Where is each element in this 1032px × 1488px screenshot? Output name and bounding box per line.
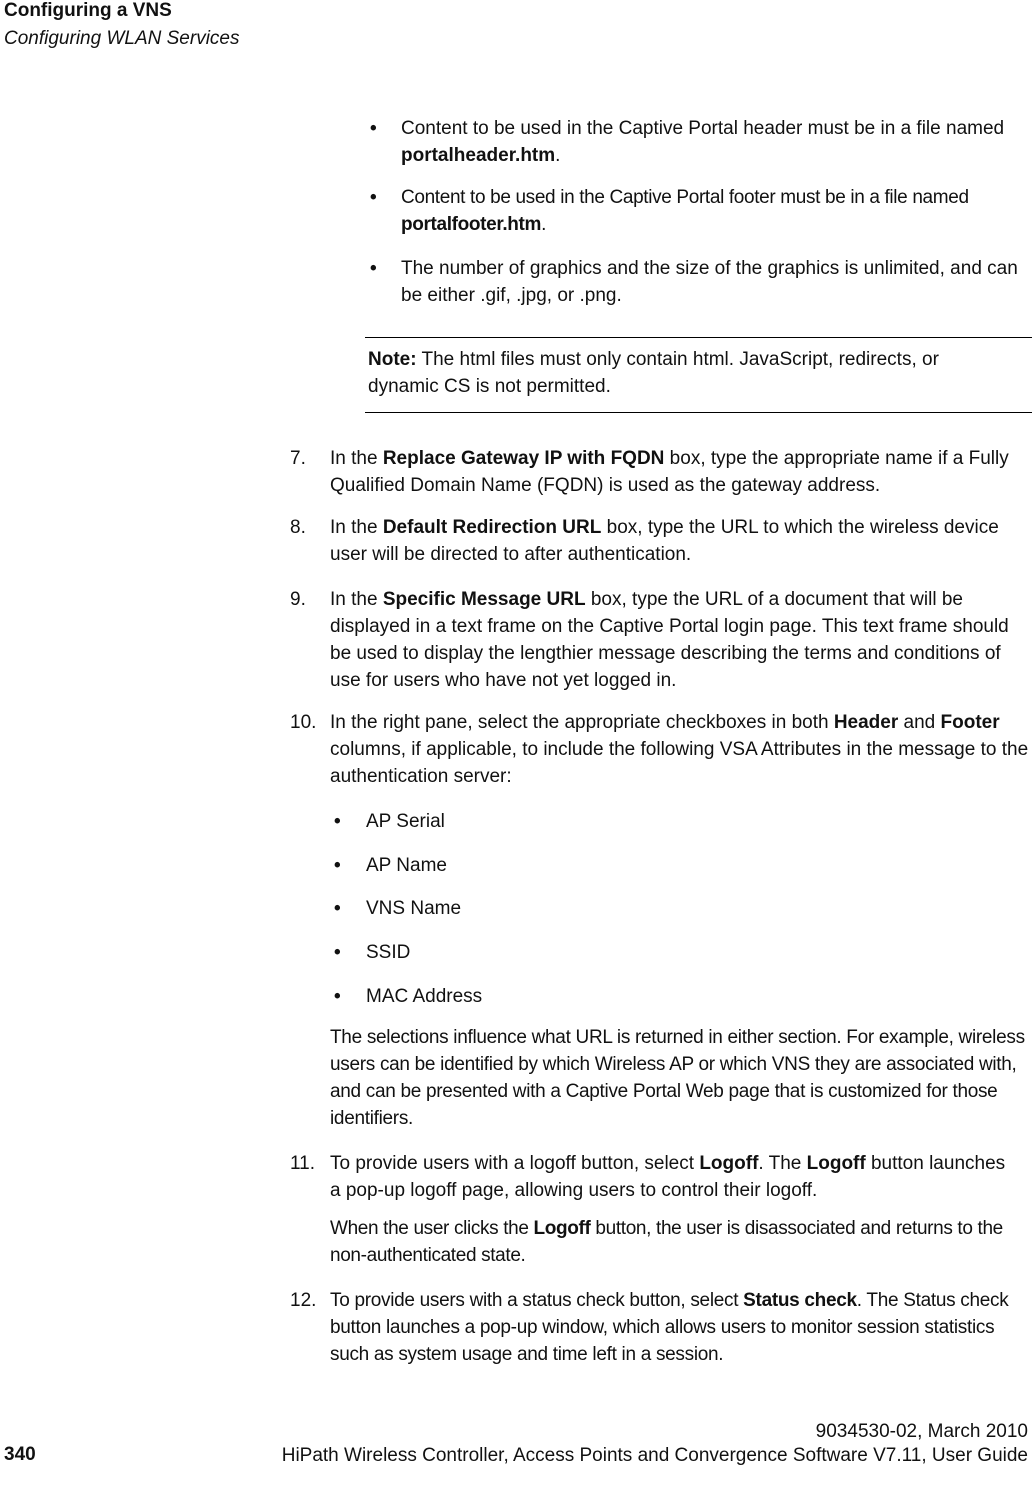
step-9: In the Specific Message URL box, type the URL of a document that will be displayed in a text frame on the Captive Portal login page. This text frame should be used to display the lengthier message describing the terms and conditions of use for users who have not yet logged in. (330, 589, 1009, 691)
bullet-marker: • (370, 118, 377, 139)
bullet-marker: • (370, 187, 377, 208)
step-10: In the right pane, select the appropriate checkboxes in both Header and Footer columns, if applicable, to include the following VSA Attributes in the message to the authentication server: (330, 712, 1029, 787)
bullet-marker: • (334, 811, 341, 832)
step-number: 11. (290, 1153, 316, 1174)
bullet-marker: • (370, 258, 377, 279)
bullet-item: Content to be used in the Captive Portal footer must be in a file named portalfooter.htm. (401, 187, 969, 235)
note-label: Note: (368, 349, 417, 370)
vsa-attribute-item: MAC Address (366, 986, 483, 1007)
bullet-marker: • (334, 898, 341, 919)
running-header-title: Configuring a VNS (4, 0, 172, 21)
step-number: 9. (290, 589, 306, 610)
bullet-marker: • (334, 942, 341, 963)
bullet-item: The number of graphics and the size of the graphics is unlimited, and can be either .gif, .jpg, or .png. (401, 258, 1018, 306)
step-12: To provide users with a status check button, select Status check. The Status check button launches a pop-up window, which allows users to monitor session statistics such as system usage and time left in a session. (330, 1290, 1009, 1365)
document-id: 9034530-02, March 2010 (815, 1421, 1028, 1442)
vsa-attribute-item: VNS Name (366, 898, 462, 919)
step-8: In the Default Redirection URL box, type the URL to which the wireless device user will be directed to after authentication. (330, 517, 999, 565)
vsa-attribute-item: AP Name (366, 855, 447, 876)
step-number: 10. (290, 712, 317, 733)
note (368, 346, 1008, 400)
step-10-followup: The selections influence what URL is returned in either section. For example, wireless users can be identified by which Wireless AP or which VNS they are associated with, and can be presented with a Captive Portal Web page that is customized for those identifiers. (330, 1027, 1025, 1129)
bullet-item: Content to be used in the Captive Portal header must be in a file named portalheader.htm. (401, 118, 1005, 166)
note-top-rule (365, 337, 1032, 338)
vsa-attribute-item: SSID (366, 942, 411, 963)
step-11-followup: When the user clicks the Logoff button, the user is disassociated and returns to the non-authenticated state. (330, 1218, 1003, 1266)
bullet-marker: • (334, 855, 341, 876)
step-number: 8. (290, 517, 306, 538)
step-number: 12. (290, 1290, 317, 1311)
vsa-attribute-item: AP Serial (366, 811, 445, 832)
note-bottom-rule (365, 412, 1032, 413)
page-number: 340 (4, 1444, 36, 1465)
step-7: In the Replace Gateway IP with FQDN box, type the appropriate name if a Fully Qualified Domain Name (FQDN) is used as the gateway address. (330, 448, 1009, 496)
document-title: HiPath Wireless Controller, Access Points and Convergence Software V7.11, User Guide (281, 1445, 1028, 1466)
step-number: 7. (290, 448, 306, 469)
note-text: The html files must only contain html. JavaScript, redirects, or dynamic CS is not permitted. (368, 349, 939, 397)
running-header-subtitle: Configuring WLAN Services (4, 28, 240, 49)
bullet-marker: • (334, 986, 341, 1007)
step-11: To provide users with a logoff button, select Logoff. The Logoff button launches a pop-up logoff page, allowing users to control their logoff. (330, 1153, 1006, 1201)
